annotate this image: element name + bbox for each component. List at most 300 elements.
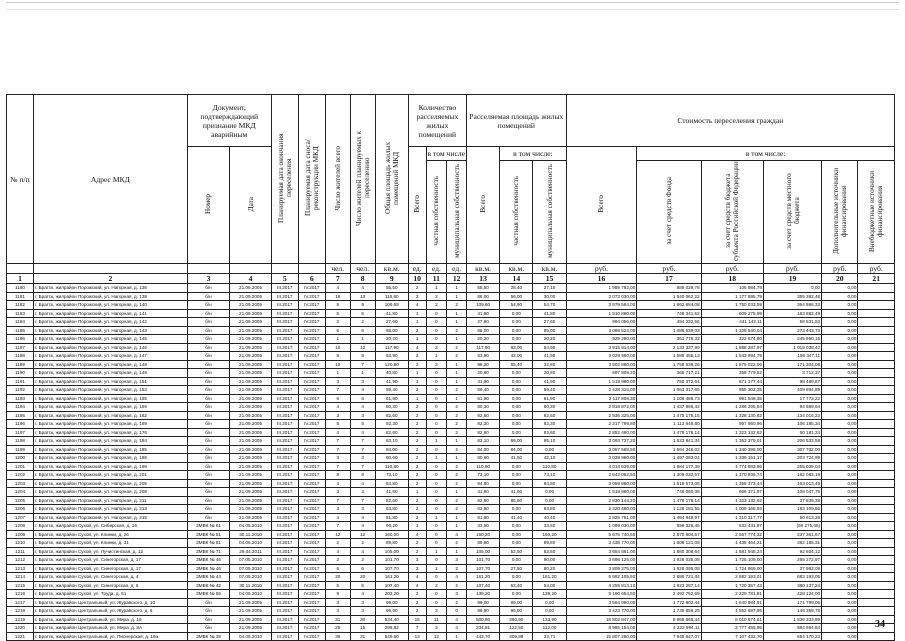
table-cell: 3 979 584,00 <box>566 301 637 310</box>
table-cell: 21.09.2005 <box>230 394 272 403</box>
table-cell: III.2017 <box>271 437 298 446</box>
table-cell: 4 <box>325 428 350 437</box>
table-cell: 108 047,75 <box>763 488 821 497</box>
table-cell: 04.05.2010 <box>230 632 272 641</box>
table-cell: 273 443,73 <box>763 326 821 335</box>
table-cell: 85,60 <box>500 496 533 505</box>
table-cell: IV.2017 <box>298 428 325 437</box>
table-cell: ЗМВК № 56 <box>187 590 230 599</box>
table-row <box>7 513 895 522</box>
table-cell: 0,00 <box>500 394 533 403</box>
table-cell: 203,20 <box>375 590 408 599</box>
table-cell: 0,00 <box>500 590 533 599</box>
table-cell: 365 717,21 <box>637 369 701 378</box>
table-cell: 0,00 <box>822 360 858 369</box>
table-cell: 2 <box>447 301 467 310</box>
table-cell: 2 <box>447 420 467 429</box>
table-cell: 1192 <box>7 386 34 395</box>
table-cell: 380 137,24 <box>763 581 821 590</box>
table-cell <box>858 573 895 582</box>
table-cell: 1206 <box>7 505 34 514</box>
table-cell: 17 773,22 <box>763 394 821 403</box>
table-cell: 31 <box>325 615 350 624</box>
col-doc-date-header: Дата <box>230 147 272 264</box>
table-cell: б/н <box>187 496 230 505</box>
table-cell: 2 <box>426 607 447 616</box>
table-cell: 66,00 <box>500 437 533 446</box>
table-cell: 1 <box>426 437 447 446</box>
table-cell: 40,40 <box>533 513 566 522</box>
table-cell: 89,80 <box>466 539 499 548</box>
table-cell: III.2017 <box>271 284 298 293</box>
table-cell <box>858 420 895 429</box>
table-cell: 1215 <box>7 581 34 590</box>
table-cell: 5 675 740,50 <box>566 530 637 539</box>
table-cell: 21.09.2005 <box>230 496 272 505</box>
table-cell: 1211 <box>7 547 34 556</box>
table-cell: б/н <box>187 428 230 437</box>
table-cell: 20,20 <box>375 335 408 344</box>
table-cell: б/н <box>187 437 230 446</box>
table-cell: IV.2017 <box>298 403 325 412</box>
table-cell: 0,00 <box>533 445 566 454</box>
unit-cell: кв.м. <box>533 264 566 274</box>
table-cell: 237 361,67 <box>763 530 821 539</box>
table-cell: 59,40 <box>466 386 499 395</box>
table-cell: 3 088 523,00 <box>566 326 637 335</box>
table-cell: IV.2017 <box>298 624 325 633</box>
table-cell: 21.09.2005 <box>230 471 272 480</box>
table-cell: 0,00 <box>500 420 533 429</box>
table-row <box>7 590 895 599</box>
table-cell: 96,90 <box>375 607 408 616</box>
table-cell: г. Братск, жилрайон Центральный, ул. Журавского, д. 6 <box>34 607 188 616</box>
table-cell: 21.09.2005 <box>230 360 272 369</box>
table-cell: 63,80 <box>375 505 408 514</box>
table-cell: III.2017 <box>271 590 298 599</box>
table-cell: IV.2017 <box>298 394 325 403</box>
table-cell: 65,40 <box>500 360 533 369</box>
table-cell: 494 232,56 <box>637 318 701 327</box>
table-cell: 59,40 <box>533 386 566 395</box>
table-cell: III.2017 <box>271 522 298 531</box>
table-cell: 41,60 <box>466 488 499 497</box>
table-cell: III.2017 <box>271 403 298 412</box>
table-cell: 3 502 860,00 <box>566 360 637 369</box>
table-cell <box>858 301 895 310</box>
table-cell: 206 533,58 <box>763 437 821 446</box>
table-cell: 55,50 <box>375 284 408 293</box>
table-row <box>7 284 895 293</box>
col-address-header: Адрес МКД <box>34 95 188 264</box>
column-index-cell: 17 <box>637 274 701 284</box>
table-cell: 2 582 193,01 <box>701 573 763 582</box>
column-index-cell: 12 <box>447 274 467 284</box>
table-cell: III.2017 <box>271 505 298 514</box>
table-cell: 409 894,89 <box>763 386 821 395</box>
table-cell: IV.2017 <box>298 530 325 539</box>
unit-cell: руб. <box>858 264 895 274</box>
table-cell: 1 128 181,55 <box>637 505 701 514</box>
col-area-private-header: частная собственность <box>500 161 533 264</box>
table-cell: 0,00 <box>822 309 858 318</box>
table-cell: 3 <box>350 454 375 463</box>
table-cell: 1202 <box>7 471 34 480</box>
table-cell: 1214 <box>7 573 34 582</box>
table-cell: 1 640 984,91 <box>701 598 763 607</box>
table-cell: б/н <box>187 284 230 293</box>
table-cell <box>858 496 895 505</box>
table-cell: 1182 <box>7 301 34 310</box>
table-cell: 73,10 <box>375 471 408 480</box>
table-cell: 21.09.2005 <box>230 335 272 344</box>
table-cell: 133,90 <box>533 615 566 624</box>
table-cell: 4 <box>447 624 467 633</box>
table-cell: 1 <box>350 335 375 344</box>
table-cell: 0 <box>426 496 447 505</box>
table-cell: 1 <box>447 360 467 369</box>
table-cell: 2 <box>447 505 467 514</box>
table-cell: IV.2017 <box>298 454 325 463</box>
table-cell: 1216 <box>7 590 34 599</box>
table-cell: 1 <box>447 522 467 531</box>
table-cell: ЗМВК № 38 <box>187 632 230 641</box>
table-cell: 41,60 <box>375 488 408 497</box>
table-cell: г. Братск, жилрайон Порожский, ул. Нагорная, д. 138 <box>34 292 188 301</box>
table-cell: 63,80 <box>466 505 499 514</box>
table-cell <box>858 522 895 531</box>
table-cell: 1 <box>447 377 467 386</box>
table-cell: 54,90 <box>533 343 566 352</box>
table-cell: 1218 <box>7 607 34 616</box>
table-cell: 101,70 <box>466 556 499 565</box>
table-cell: 0 <box>426 479 447 488</box>
table-cell: г. Братск, жилрайон Порожский, ул. Нагорная, д. 148 <box>34 360 188 369</box>
table-cell: 2 870 604,57 <box>637 530 701 539</box>
table-cell: 105,00 <box>466 547 499 556</box>
table-cell <box>858 454 895 463</box>
table-cell: г. Братск, жилрайон Порожский, ул. Нагорная, д. 147 <box>34 352 188 361</box>
table-cell <box>858 428 895 437</box>
table-cell: 0,00 <box>822 471 858 480</box>
table-cell: III.2017 <box>271 471 298 480</box>
table-cell: 50 613,26 <box>763 513 821 522</box>
table-cell: 21.09.2005 <box>230 301 272 310</box>
table-cell: 0,00 <box>500 539 533 548</box>
unit-cell: чел. <box>350 264 375 274</box>
table-cell: 41,90 <box>533 352 566 361</box>
table-cell: 11 <box>426 615 447 624</box>
table-cell: 54,00 <box>533 581 566 590</box>
table-cell: III.2017 <box>271 564 298 573</box>
table-cell: 63,80 <box>533 505 566 514</box>
table-row <box>7 522 895 531</box>
table-cell: 533 431,87 <box>701 522 763 531</box>
table-cell: 18 802 847,00 <box>566 615 637 624</box>
table-row <box>7 403 895 412</box>
table-cell: г. Братск, жилрайон Порожский, ул. Нагорная, д. 140 <box>34 301 188 310</box>
table-cell: 7 <box>325 462 350 471</box>
table-cell: 40,80 <box>375 369 408 378</box>
table-cell: г. Братск, жилрайон Центральный, ул. Мира, д. 18 <box>34 615 188 624</box>
table-row <box>7 530 895 539</box>
table-cell: 3 <box>408 590 426 599</box>
table-row <box>7 369 895 378</box>
table-cell: 683 193,05 <box>763 573 821 582</box>
table-cell: 255 039,04 <box>763 462 821 471</box>
table-cell: 1 774 883,86 <box>701 462 763 471</box>
table-cell: 0,00 <box>763 284 821 293</box>
table-cell: 21.09.2005 <box>230 624 272 633</box>
table-cell: 41,50 <box>500 454 533 463</box>
table-cell: 0,00 <box>822 556 858 565</box>
table-cell: 1186 <box>7 335 34 344</box>
column-index-cell: 14 <box>500 274 533 284</box>
table-cell: 1 543 994,79 <box>701 352 763 361</box>
column-index-row <box>7 274 895 284</box>
table-row <box>7 573 895 582</box>
table-cell: 1 <box>426 352 447 361</box>
table-cell: 1 009 168,93 <box>701 505 763 514</box>
table-row <box>7 394 895 403</box>
table-cell <box>858 343 895 352</box>
table-cell: 81,80 <box>375 513 408 522</box>
table-cell: 1 <box>408 377 426 386</box>
table-cell: 8 <box>350 352 375 361</box>
column-index-cell: 21 <box>858 274 895 284</box>
table-cell: 42,10 <box>533 454 566 463</box>
table-row <box>7 343 895 352</box>
unit-cell: чел. <box>325 264 350 274</box>
table-cell: 1 720 357,43 <box>701 581 763 590</box>
table-cell: 4 <box>447 530 467 539</box>
column-index-cell: 20 <box>822 274 858 284</box>
table-cell: 2 852 490,00 <box>566 428 637 437</box>
table-cell: 0,00 <box>822 564 858 573</box>
table-cell: 1 478 176,14 <box>637 496 701 505</box>
table-cell: IV.2017 <box>298 284 325 293</box>
table-cell: 1204 <box>7 488 34 497</box>
table-cell: 85,00 <box>375 326 408 335</box>
table-cell: 73,10 <box>466 471 499 480</box>
area-group-header: Расселяемая площадь жилых помещений <box>466 95 566 147</box>
table-cell: 07.05.2010 <box>230 573 272 582</box>
table-cell: 1209 <box>7 530 34 539</box>
table-cell: 1 099 030,00 <box>566 522 637 531</box>
table-cell: 41,90 <box>466 377 499 386</box>
table-cell: 21.09.2005 <box>230 505 272 514</box>
table-cell: 4 014 539,00 <box>566 462 637 471</box>
table-cell: 2 642 052,50 <box>566 471 637 480</box>
table-cell <box>858 318 895 327</box>
table-cell: 2 <box>408 445 426 454</box>
table-cell: 21.09.2005 <box>230 343 272 352</box>
table-cell <box>858 488 895 497</box>
table-cell <box>858 445 895 454</box>
table-cell: 1 750 033,59 <box>701 301 763 310</box>
table-cell: 0 <box>426 505 447 514</box>
table-cell: III.2017 <box>271 445 298 454</box>
table-row <box>7 496 895 505</box>
table-cell: 991 548,35 <box>701 394 763 403</box>
table-cell: 0,00 <box>533 607 566 616</box>
table-row <box>7 454 895 463</box>
table-cell: 0,00 <box>822 615 858 624</box>
table-cell: ЗМВК № 61 <box>187 539 230 548</box>
table-cell: 160,20 <box>533 530 566 539</box>
table-cell <box>858 581 895 590</box>
table-cell: 1185 <box>7 326 34 335</box>
table-cell: 1 <box>426 454 447 463</box>
table-cell: 163 013,49 <box>763 479 821 488</box>
table-cell: 0,00 <box>822 454 858 463</box>
table-cell: г. Братск, жилрайон Порожский, ул. Нагорная, д. 215 <box>34 513 188 522</box>
table-cell: 1197 <box>7 428 34 437</box>
table-cell: 15 <box>350 624 375 633</box>
table-cell: 0,00 <box>822 284 858 293</box>
table-cell: 3 <box>426 624 447 633</box>
table-cell: IV.2017 <box>298 590 325 599</box>
table-cell: г. Братск, жилрайон Порожский, ул. Нагорная, д. 143 <box>34 326 188 335</box>
table-cell: 2 <box>350 556 375 565</box>
col-area-total-header: Всего <box>466 147 499 264</box>
table-cell: б/н <box>187 403 230 412</box>
table-cell: 5 190 654,50 <box>566 590 637 599</box>
table-cell: 0 <box>426 335 447 344</box>
table-cell: 0,00 <box>822 624 858 633</box>
table-cell: 0 <box>426 488 447 497</box>
table-cell: 1 575 022,06 <box>701 360 763 369</box>
table-cell: 161,20 <box>533 573 566 582</box>
table-row <box>7 624 895 633</box>
table-cell: 82,60 <box>466 428 499 437</box>
table-cell: 2 <box>408 479 426 488</box>
table-cell: 98 489,87 <box>763 377 821 386</box>
table-cell: 107,40 <box>466 581 499 590</box>
table-cell: 0,00 <box>822 598 858 607</box>
table-cell: 2 117 808,30 <box>566 394 637 403</box>
table-cell: г. Братск, жилрайон Порожский, ул. Нагорная, д. 169 <box>34 420 188 429</box>
table-cell: IV.2017 <box>298 309 325 318</box>
table-cell: б/н <box>187 607 230 616</box>
table-cell: 2 825 781,00 <box>566 513 637 522</box>
table-cell: 80,30 <box>533 403 566 412</box>
table-cell: 139,20 <box>466 590 499 599</box>
table-cell: III.2017 <box>271 624 298 633</box>
table-cell: III.2017 <box>271 454 298 463</box>
table-cell: 21.09.2005 <box>230 462 272 471</box>
table-cell: 1 339 151,17 <box>701 454 763 463</box>
table-cell: 3 <box>350 377 375 386</box>
table-cell: 2 <box>408 386 426 395</box>
table-cell: 21.09.2005 <box>230 411 272 420</box>
table-cell: 84,00 <box>466 445 499 454</box>
table-cell: 1219 <box>7 615 34 624</box>
table-cell: IV.2017 <box>298 377 325 386</box>
table-cell: 96,20 <box>375 522 408 531</box>
table-cell: б/н <box>187 326 230 335</box>
table-cell: г. Братск, жилрайон Центральный, ул. Журавского, д. 10 <box>34 598 188 607</box>
table-cell: 4 <box>408 343 426 352</box>
table-cell: 1 309 032,57 <box>637 471 701 480</box>
col-count-total-header: Всего <box>408 147 426 264</box>
table-cell: 30,00 <box>533 292 566 301</box>
table-cell: 10 <box>350 343 375 352</box>
table-cell: 3 <box>408 292 426 301</box>
table-cell: 4 <box>447 615 467 624</box>
table-cell: 997 950,96 <box>701 420 763 429</box>
table-cell <box>858 292 895 301</box>
table-cell: 33,50 <box>533 522 566 531</box>
table-row <box>7 615 895 624</box>
unit-cell <box>230 264 272 274</box>
column-index-cell: 15 <box>533 274 566 284</box>
table-cell: г. Братск, жилрайон Порожский, ул. Нагорная, д. 184 <box>34 437 188 446</box>
table-cell: 0,00 <box>500 369 533 378</box>
table-cell: 21.09.2005 <box>230 513 272 522</box>
table-cell: 58 531,53 <box>763 318 821 327</box>
col-total-area-header: Общая площадь жилых помещений МКД <box>375 95 408 264</box>
table-cell: 21.09.2005 <box>230 454 272 463</box>
table-cell: 0 <box>426 530 447 539</box>
table-cell: 8 <box>325 471 350 480</box>
table-cell: 2 <box>447 581 467 590</box>
table-cell: 2 <box>447 343 467 352</box>
table-cell: III.2017 <box>271 335 298 344</box>
table-cell: 1213 <box>7 564 34 573</box>
table-cell: III.2017 <box>271 615 298 624</box>
cost-group-header: Стоимость переселения граждан <box>566 95 894 147</box>
table-cell: б/н <box>187 488 230 497</box>
table-cell: 21.09.2005 <box>230 318 272 327</box>
table-cell: 364 866,33 <box>763 301 821 310</box>
table-cell: 1199 <box>7 445 34 454</box>
table-cell: 1 <box>447 513 467 522</box>
table-cell: 889 029,78 <box>637 284 701 293</box>
table-cell: III.2017 <box>271 556 298 565</box>
table-cell: 110,80 <box>466 462 499 471</box>
table-cell: 0 <box>447 607 467 616</box>
table-cell: IV.2017 <box>298 488 325 497</box>
table-cell: 32,80 <box>533 360 566 369</box>
table-cell: г. Братск, жилрайон Порожский, ул. Нагорная, д. 205 <box>34 479 188 488</box>
table-cell: IV.2017 <box>298 615 325 624</box>
table-row <box>7 462 895 471</box>
table-cell: 95,10 <box>533 437 566 446</box>
table-cell: 748 341,52 <box>637 309 701 318</box>
table-cell <box>858 471 895 480</box>
table-cell: 1 519 980,00 <box>566 377 637 386</box>
table-cell: 89,80 <box>375 539 408 548</box>
table-cell: 265 272,97 <box>763 556 821 565</box>
table-cell: 1 340 398,00 <box>701 445 763 454</box>
table-cell: 0,00 <box>500 471 533 480</box>
table-cell: 6 <box>325 394 350 403</box>
table-cell <box>858 377 895 386</box>
table-cell: 299,82 <box>375 624 408 633</box>
table-cell: 2 320 460,00 <box>566 505 637 514</box>
table-row <box>7 479 895 488</box>
table-cell: 0,00 <box>822 437 858 446</box>
table-cell: 1 475 178,15 <box>637 411 701 420</box>
table-cell: б/н <box>187 598 230 607</box>
table-cell: 2 <box>408 437 426 446</box>
table-cell: 3 777 455,95 <box>701 624 763 633</box>
count-incl-header: в том числе <box>426 147 466 161</box>
table-cell: III.2017 <box>271 496 298 505</box>
table-cell: 5 <box>350 420 375 429</box>
table-cell: 10 <box>325 343 350 352</box>
